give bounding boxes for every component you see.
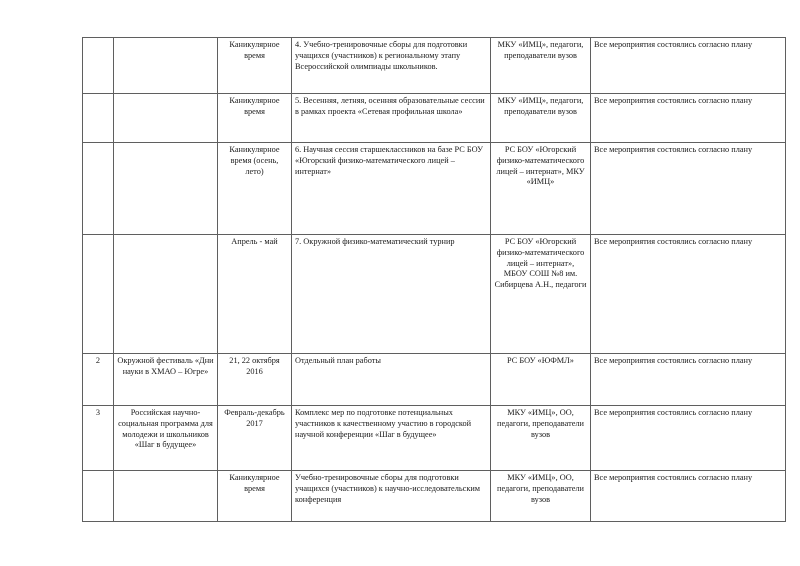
cell-name: [114, 235, 218, 354]
cell-name: [114, 38, 218, 94]
cell-responsible: РС БОУ «ЮФМЛ»: [491, 354, 591, 406]
table-row: [83, 471, 786, 522]
plan-table: [82, 37, 786, 522]
cell-number: 2: [83, 354, 114, 406]
cell-responsible: РС БОУ «Югорский физико-математического лицей – интернат», МБОУ СОШ №8 им. Сибирцева А.Н., педагоги: [491, 235, 591, 354]
table-row: [83, 354, 786, 406]
cell-result: Все мероприятия состоялись согласно плану: [591, 94, 786, 143]
cell-number: [83, 38, 114, 94]
cell-result: Все мероприятия состоялись согласно плану: [591, 354, 786, 406]
cell-name: [114, 471, 218, 522]
cell-term: Февраль-декабрь 2017: [218, 406, 292, 471]
cell-number: [83, 471, 114, 522]
cell-result: Все мероприятия состоялись согласно плану: [591, 38, 786, 94]
cell-name: [114, 143, 218, 235]
cell-content: 4. Учебно-тренировочные сборы для подготовки учащихся (участников) к региональному этапу Всероссийской олимпиады школьников.: [292, 38, 491, 94]
cell-term: Каникулярное время (осень, лето): [218, 143, 292, 235]
cell-responsible: МКУ «ИМЦ», педагоги, преподаватели вузов: [491, 38, 591, 94]
cell-term: 21, 22 октября 2016: [218, 354, 292, 406]
cell-name: Российская научно-социальная программа для молодежи и школьников «Шаг в будущее»: [114, 406, 218, 471]
cell-responsible: МКУ «ИМЦ», ОО, педагоги, преподаватели вузов: [491, 406, 591, 471]
cell-content: Комплекс мер по подготовке потенциальных участников к качественному участию в городской научной конференции «Шаг в будущее»: [292, 406, 491, 471]
cell-name: Окружной фестиваль «Дни науки в ХМАО – Югре»: [114, 354, 218, 406]
table-row: [83, 406, 786, 471]
cell-content: 6. Научная сессия старшеклассников на базе РС БОУ «Югорский физико-математического лицей – интернат»: [292, 143, 491, 235]
cell-number: [83, 143, 114, 235]
cell-term: Каникулярное время: [218, 471, 292, 522]
cell-content: 7. Окружной физико-математический турнир: [292, 235, 491, 354]
cell-content: Отдельный план работы: [292, 354, 491, 406]
cell-number: [83, 94, 114, 143]
cell-term: Каникулярное время: [218, 94, 292, 143]
cell-result: Все мероприятия состоялись согласно плану: [591, 406, 786, 471]
cell-term: Апрель - май: [218, 235, 292, 354]
cell-content: Учебно-тренировочные сборы для подготовки учащихся (участников) к научно-исследовательским конференция: [292, 471, 491, 522]
table-row: [83, 38, 786, 94]
cell-responsible: РС БОУ «Югорский физико-математического лицей – интернат», МКУ «ИМЦ»: [491, 143, 591, 235]
cell-number: [83, 235, 114, 354]
cell-term: Каникулярное время: [218, 38, 292, 94]
table-row: [83, 235, 786, 354]
cell-result: Все мероприятия состоялись согласно плану: [591, 235, 786, 354]
cell-result: Все мероприятия состоялись согласно плану: [591, 143, 786, 235]
cell-content: 5. Весенняя, летняя, осенняя образовательные сессии в рамках проекта «Сетевая профильная школа»: [292, 94, 491, 143]
cell-number: 3: [83, 406, 114, 471]
table-row: [83, 143, 786, 235]
table-row: [83, 94, 786, 143]
cell-responsible: МКУ «ИМЦ», педагоги, преподаватели вузов: [491, 94, 591, 143]
cell-result: Все мероприятия состоялись согласно плану: [591, 471, 786, 522]
cell-name: [114, 94, 218, 143]
cell-responsible: МКУ «ИМЦ», ОО, педагоги, преподаватели вузов: [491, 471, 591, 522]
